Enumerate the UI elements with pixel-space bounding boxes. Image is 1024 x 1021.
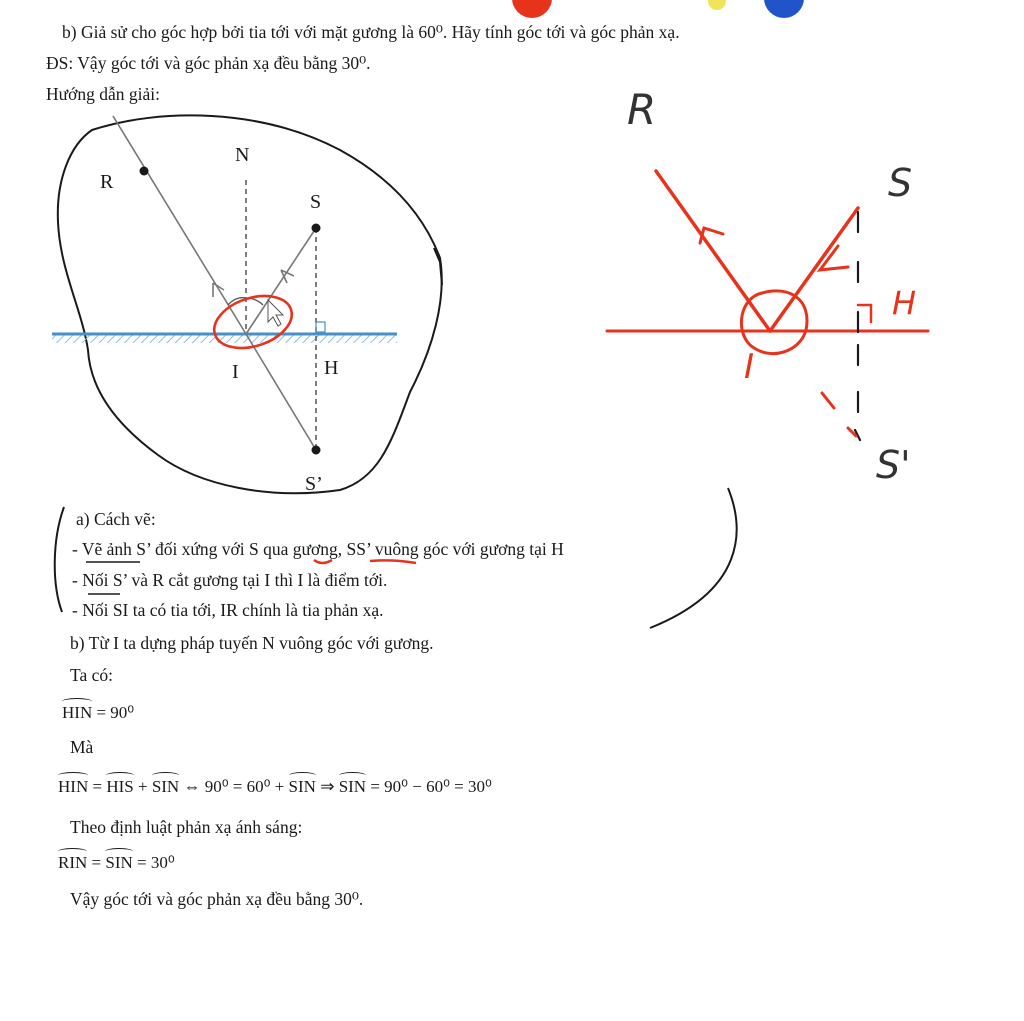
right-bracket	[650, 488, 737, 628]
underline-S	[314, 560, 332, 563]
sketch-reflected-ray	[656, 171, 770, 331]
label-S-prime: S’	[305, 473, 323, 495]
angle-HIN: HIN	[62, 703, 93, 722]
sketch-reflected-arrow	[700, 228, 723, 243]
point-R	[140, 167, 149, 176]
point-S-prime	[312, 446, 321, 455]
question-text: b) Giả sử cho góc hợp bởi tia tới với mặt gương là 60⁰. Hãy tính góc tới và góc phản xạ.	[62, 22, 680, 42]
sketch-label-H: H	[892, 284, 917, 322]
sketch-ss-prime	[855, 212, 860, 440]
solution-ta-co: Ta có:	[70, 665, 113, 685]
hand-sketch	[607, 171, 928, 440]
guide-heading: Hướng dẫn giải:	[46, 84, 160, 104]
right-angle-mark	[316, 322, 325, 332]
equation-1: HIN = 90⁰	[62, 703, 135, 722]
hand-drawn-outline	[58, 115, 442, 493]
sketch-label-R: R	[627, 85, 657, 134]
label-I: I	[232, 361, 239, 383]
reflected-ray	[113, 116, 246, 334]
solution-conclusion: Vậy góc tới và góc phản xạ đều bằng 30⁰.	[70, 889, 364, 909]
construction-step-1: - Vẽ ảnh S’ đối xứng với S qua gương, SS’ vuông góc với gương tại H	[72, 539, 564, 559]
construction-heading: a) Cách vẽ:	[76, 509, 156, 529]
sketch-extension-dash	[822, 393, 856, 436]
solution-ma: Mà	[70, 737, 94, 757]
label-S: S	[310, 191, 322, 213]
construction-step-2: - Nối S’ và R cắt gương tại I thì I là điểm tới.	[72, 570, 388, 590]
point-S	[312, 224, 321, 233]
solution-law: Theo định luật phản xạ ánh sáng:	[70, 817, 303, 837]
reflection-diagram	[52, 115, 442, 495]
sketch-label-S: S	[888, 161, 913, 205]
equation-2: HIN = HIS + SIN ⇔ 90⁰ = 60⁰ + SIN ⇒ SIN = 90⁰ − 60⁰ = 30⁰	[58, 777, 492, 796]
left-bracket	[55, 507, 64, 612]
label-H: H	[324, 357, 339, 379]
sketch-label-S-prime: S'	[876, 443, 911, 487]
equation-3: RIN = SIN = 30⁰	[58, 853, 175, 872]
solution-part-b: b) Từ I ta dựng pháp tuyến N vuông góc với gương.	[70, 633, 434, 653]
sketch-right-angle	[858, 305, 871, 322]
answer-text: ĐS: Vậy góc tới và góc phản xạ đều bằng 30⁰.	[46, 53, 371, 73]
cursor-icon	[268, 300, 283, 326]
sketch-incident-ray	[770, 208, 858, 331]
i-to-s-prime-line	[246, 334, 316, 450]
construction-step-3: - Nối SI ta có tia tới, IR chính là tia phản xạ.	[72, 600, 384, 620]
underline-guong	[370, 560, 416, 563]
sketch-label-I: I	[744, 347, 755, 387]
label-N: N	[235, 144, 250, 166]
label-R: R	[100, 171, 114, 193]
incident-ray	[246, 228, 316, 334]
